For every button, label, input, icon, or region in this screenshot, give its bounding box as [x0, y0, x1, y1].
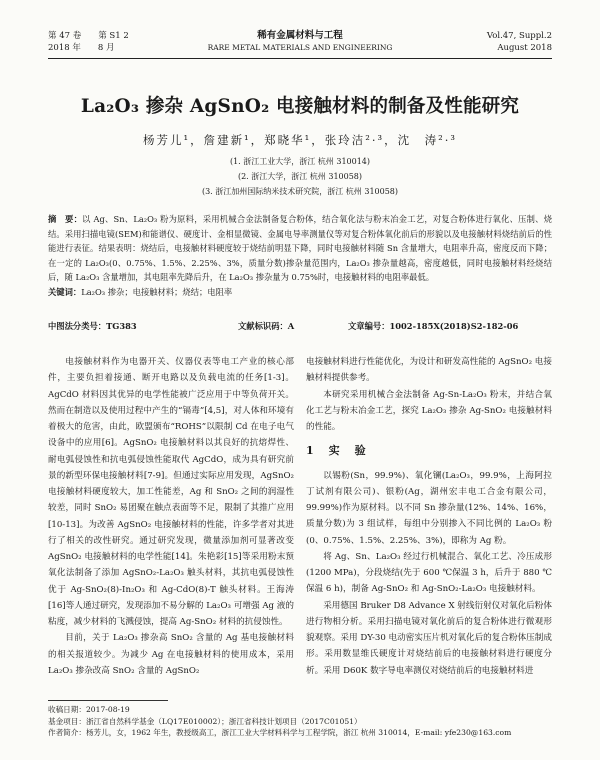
affiliation-2: (2. 浙江大学，浙江 杭州 310058)	[237, 172, 363, 181]
author-list: 杨芳儿¹，詹建新¹，郑晓华¹，张玲洁²·³，沈 涛²·³	[142, 133, 458, 147]
intro-paragraph-2: 目前，关于 La₂O₃ 掺杂高 SnO₂ 含量的 Ag 基电接触材料的相关报道较少。为减少 Ag 在电接触材料的使用成本，采用 La₂O₃ 掺杂改高 SnO₂ 含量的 AgSnO₂	[48, 633, 294, 676]
received-date: 收稿日期：2017-08-19	[48, 705, 130, 714]
footnote	[48, 700, 552, 739]
journal-title-cn: 稀有金属材料与工程	[257, 30, 343, 41]
abstract	[48, 212, 552, 300]
intro-paragraph-4: 本研究采用机械合金法制备 Ag-Sn-La₂O₃ 粉末，并结合氧化工艺与粉末冶金工艺，探究 La₂O₃ 掺杂 Ag-SnO₂ 电接触材料的性能。	[306, 389, 552, 432]
date-en: August 2018	[497, 43, 552, 53]
affiliation-3: (3. 浙江加州国际纳米技术研究院，浙江 杭州 310058)	[201, 187, 399, 196]
footnote-rule	[48, 700, 168, 701]
fund-info: 基金项目：浙江省自然科学基金（LQ17E010002）；浙江省科技计划项目（2017C01051）	[48, 716, 362, 726]
classification-line	[48, 320, 552, 332]
abstract-text: 以 Ag、Sn、La₂O₃ 粉为原料，采用机械合金法制备复合粉体，结合氧化法与粉末冶金工艺，对复合粉体进行氧化、压制、烧结。采用扫描电镜(SEM)和能谱仪、硬度计、金相显微镜、金属电导率测量仪等对复合粉体氧化前后的形貌以及电接触材料烧结前后的性能进行表征。结果表明：烧结后，电接触材料硬度较于烧结前明显下降，同时电接触材料随 Sn 含量增大，电阻率升高，密度反而下降；在一定的 La₂O₃(0、0.75%、1.5%、2.25%、3%，质量分数)掺杂量范围内，La₂O₃ 掺杂量越高，密度越低，同时电接触材料经烧结后，随 La₂O₃ 含量增加，其电阻率先降后升，在 La₂O₃ 掺杂量为 0.75%时，电接触材料的电阻率最低。	[48, 214, 552, 283]
volume-en: Vol.47, Suppl.2	[486, 31, 552, 41]
experiment-paragraph-3: 采用德国 Bruker D8 Advance X 射线衍射仪对氧化后粉体进行物相分析。采用扫描电镜对氧化前后的复合粉体进行微观形貌观察。采用 DY-30 电动密实压片机对氧化后的复合粉体压制成形。采用数显维氏硬度计对烧结前后的电接触材料进行硬度分析。采用 D60K 数字导电率测仪对烧结前后的电接触材料进	[306, 600, 552, 676]
body-column-right	[306, 354, 552, 679]
abstract-label: 摘 要：	[48, 214, 83, 224]
intro-paragraph-1: 电接触材料作为电器开关、仪器仪表等电工产业的核心部件，主要负担着接通、断开电路以及负载电流的任务[1-3]。AgCdO 材料因其优异的电学性能被广泛应用于中等负荷开关。然而在制造以及使用过程中产生的“镉毒”[4,5]，对人体和环境有着极大的危害，由此，欧盟颁布“ROHS”以限制 Cd 在电子电气设备中的应用[6]。AgSnO₂ 电接触材料以其良好的抗熔焊性、耐电弧侵蚀性和抗电弧侵蚀性能取代 AgCdO，成为具有研究前景的新型环保电接触材料[7-9]。但通过实际应用发现，AgSnO₂ 电接触材料硬度较大，加工性能差，Ag 和 SnO₂ 之间的润湿性较差，同时 SnO₂ 易团聚在触点表面等不足，限制了其推广应用[10-13]。为改善 AgSnO₂ 电接触材料的性能，许多学者对其进行了相关的改性研究。通过研究发现，微量添加剂可显著改变 AgSnO₂ 电接触材料的电学性能[14]。朱艳彩[15]等采用粉末预氧化法制备了添加 AgSnO₂-La₂O₃ 触头材料，其抗电弧侵蚀性优于 Ag-SnO₂(8)-In₂O₃ 和 Ag-CdO(8)-T 触头材料。王海涛[16]等人通过研究，发现添加不易分解的 La₂O₃ 可增强 Ag 液的粘度，减少材料的飞溅侵蚀，提高 Ag-SnO₂ 材料的抗侵蚀性。	[48, 357, 294, 627]
intro-paragraph-3: 电接触材料进行性能优化，为设计和研发高性能的 AgSnO₂ 电接触材料提供参考。	[306, 357, 552, 384]
header-rule	[48, 58, 552, 59]
paper-title: La₂O₃ 掺杂 AgSnO₂ 电接触材料的制备及性能研究	[80, 96, 520, 117]
document-code: 文献标识码：A	[238, 321, 295, 331]
experiment-paragraph-1: 以锡粉(Sn，99.9%)、氧化镧(La₂O₃，99.9%，上海阿拉丁试剂有限公司)、银粉(Ag，湖州宏丰电工合金有限公司，99.99%)作为原材料。以不同 Sn 掺杂量(12%、14%、16%，质量分数)为 3 组试样，每组中分别掺入不同比例的 La₂O₃ 粉(0、0.75%、1.5%、2.25%、3%)，即称为 Ag 粉。	[306, 470, 552, 546]
clc-number: 中图法分类号：TG383	[48, 321, 137, 331]
article-number: 文章编号：1002-185X(2018)S2-182-06	[348, 321, 519, 331]
author-bio: 作者简介：杨芳儿，女，1962 年生，教授级高工，浙江工业大学材料科学与工程学院，浙江 杭州 310014，E-mail: yfe230@163.com	[48, 728, 512, 737]
header-right	[487, 30, 552, 54]
keywords-label: 关键词：	[48, 286, 82, 297]
year-month: 2018 年 8 月	[48, 43, 115, 53]
section-heading-experiment: 1 实 验	[306, 444, 368, 458]
body-column-left	[48, 354, 294, 679]
journal-title-en: RARE METAL MATERIALS AND ENGINEERING	[207, 43, 393, 52]
affiliation-1: (1. 浙江工业大学，浙江 杭州 310014)	[229, 157, 371, 166]
page-header	[48, 30, 552, 60]
header-center	[48, 30, 552, 54]
keywords: La₂O₃ 掺杂；电接触材料；烧结；电阻率	[81, 286, 233, 297]
volume-issue: 第 47 卷 第 S1 2	[48, 31, 129, 41]
experiment-paragraph-2: 将 Ag、Sn、La₂O₃ 经过行机械混合、氧化工艺、冷压成形(1200 MPa)，分段烧结(先于 600 ℃保温 3 h，后升于 880 ℃保温 6 h)，制备 Ag-SnO₂ 和 Ag-SnO₂-La₂O₃ 电接触材料。	[306, 551, 552, 595]
